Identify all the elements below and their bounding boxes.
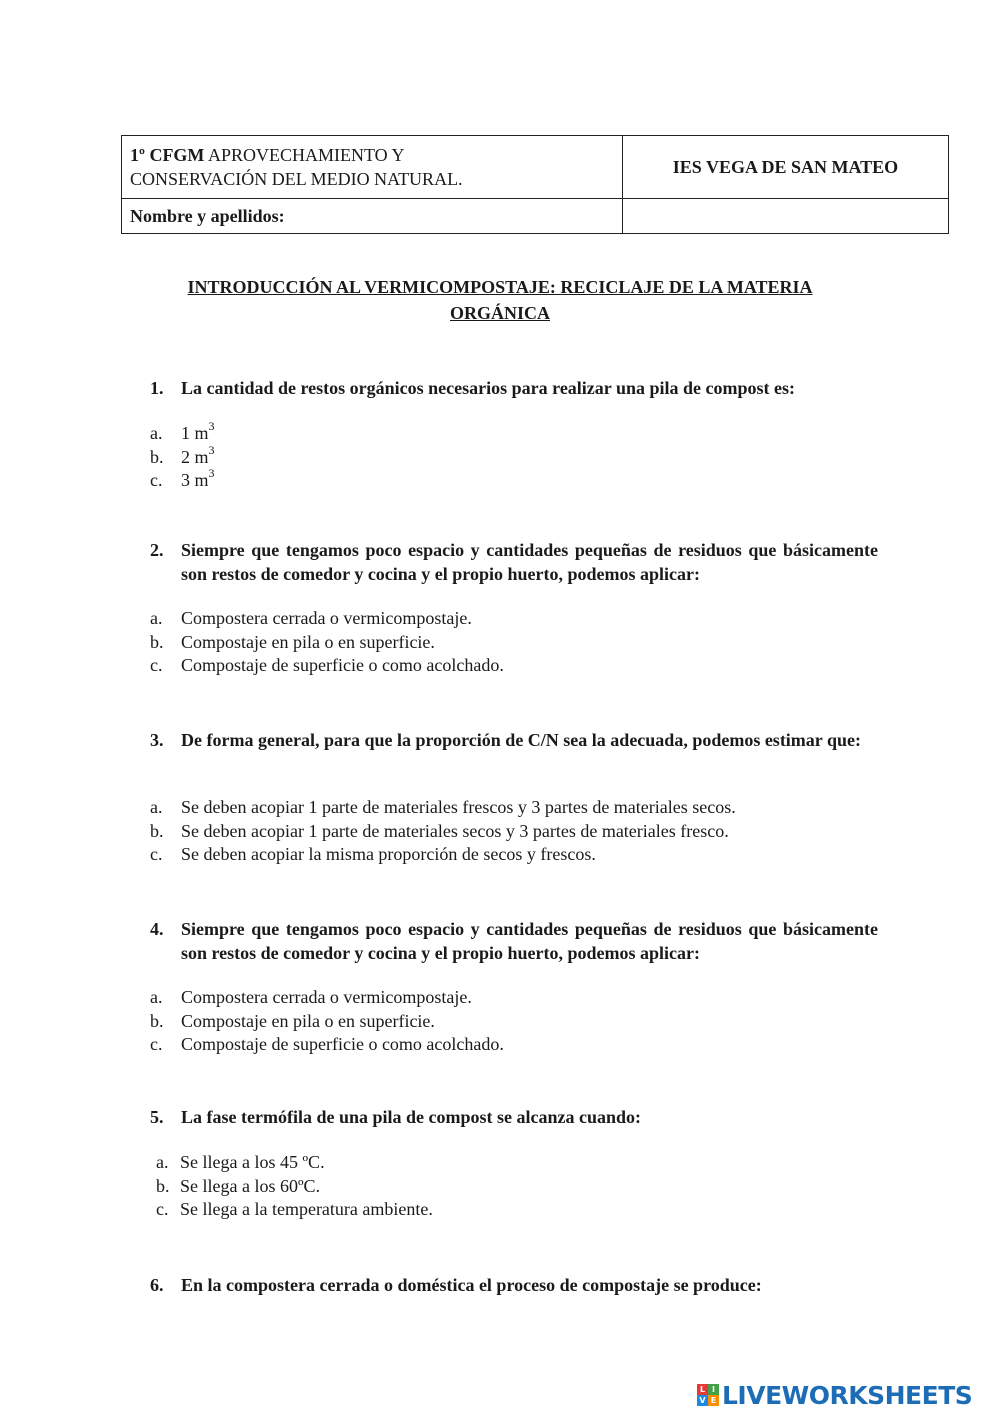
option-letter: a.	[150, 423, 163, 443]
question-1	[150, 376, 878, 400]
option-text: Se deben acopiar 1 parte de materiales frescos y 3 partes de materiales secos.	[181, 797, 736, 817]
course-cell	[122, 136, 623, 199]
option-b[interactable]	[150, 631, 878, 655]
question-number: 3.	[150, 730, 164, 750]
question-3	[150, 728, 878, 752]
page-title	[140, 274, 860, 326]
option-c[interactable]	[150, 654, 878, 678]
option-letter: a.	[150, 987, 163, 1007]
option-a[interactable]	[150, 796, 878, 820]
option-letter: a.	[150, 608, 163, 628]
name-label: Nombre y apellidos:	[122, 199, 623, 234]
option-a[interactable]	[150, 986, 878, 1010]
option-text: 3 m	[181, 470, 209, 490]
option-superscript: 3	[208, 442, 215, 457]
option-text: Compostaje en pila o en superficie.	[181, 1010, 435, 1031]
question-6	[150, 1273, 878, 1297]
option-c[interactable]	[150, 1033, 878, 1057]
course-bold: 1º CFGM	[130, 145, 205, 165]
liveworksheets-logo[interactable]	[697, 1380, 972, 1410]
question-1-options	[150, 419, 878, 493]
header-table	[121, 135, 949, 234]
question-text: Siempre que tengamos poco espacio y cantidades pequeñas de residuos que básicamente son restos de comedor y cocina y el propio huerto, podemos aplicar:	[181, 919, 878, 963]
option-letter: a.	[156, 1152, 169, 1172]
option-text: Compostaje en pila o en superficie.	[181, 631, 435, 652]
question-5-options	[150, 1151, 878, 1222]
option-c[interactable]	[150, 466, 878, 493]
option-letter: c.	[150, 844, 163, 864]
option-letter: c.	[150, 655, 163, 675]
logo-icon-cell: V	[697, 1395, 708, 1406]
option-text: Compostera cerrada o vermicompostaje.	[181, 608, 472, 628]
option-text: 1 m	[181, 423, 209, 443]
logo-icon-cell: I	[708, 1384, 719, 1395]
option-letter: b.	[150, 1010, 164, 1031]
question-3-options	[150, 796, 878, 867]
option-text: Se llega a los 60ºC.	[180, 1175, 321, 1196]
logo-icon-cell: L	[697, 1384, 708, 1395]
option-letter: b.	[150, 446, 164, 467]
question-5	[150, 1105, 878, 1129]
option-letter: a.	[150, 797, 163, 817]
option-b[interactable]	[150, 820, 878, 844]
option-a[interactable]	[150, 419, 878, 446]
question-4	[150, 917, 878, 965]
question-2-options	[150, 607, 878, 678]
question-number: 6.	[150, 1275, 164, 1295]
question-text: En la compostera cerrada o doméstica el proceso de compostaje se produce:	[181, 1275, 762, 1295]
course-line1: APROVECHAMIENTO Y	[207, 145, 405, 165]
option-b[interactable]	[150, 442, 878, 470]
option-superscript: 3	[208, 466, 215, 480]
question-number: 4.	[150, 919, 164, 939]
option-text: Se deben acopiar la misma proporción de secos y frescos.	[181, 844, 596, 864]
question-text: La fase termófila de una pila de compost se alcanza cuando:	[181, 1107, 641, 1127]
title-line-2: ORGÁNICA	[449, 303, 550, 323]
option-letter: c.	[150, 470, 163, 490]
logo-icon-cell: E	[708, 1395, 719, 1406]
liveworksheets-logo-text: LIVEWORKSHEETS	[722, 1380, 973, 1410]
option-text: 2 m	[181, 446, 209, 467]
option-superscript: 3	[208, 419, 215, 433]
course-line2: CONSERVACIÓN DEL MEDIO NATURAL.	[130, 169, 463, 189]
option-text: Se llega a la temperatura ambiente.	[180, 1199, 433, 1219]
option-letter: b.	[156, 1175, 170, 1196]
option-letter: b.	[150, 631, 164, 652]
option-text: Se deben acopiar 1 parte de materiales secos y 3 partes de materiales fresco.	[181, 820, 729, 841]
name-field[interactable]	[623, 199, 949, 234]
option-c[interactable]	[150, 1198, 878, 1222]
question-number: 1.	[150, 378, 164, 398]
option-b[interactable]	[150, 1175, 878, 1199]
option-text: Compostera cerrada o vermicompostaje.	[181, 987, 472, 1007]
option-text: Se llega a los 45 ºC.	[180, 1152, 325, 1172]
option-letter: b.	[150, 820, 164, 841]
option-text: Compostaje de superficie o como acolchado.	[181, 1034, 504, 1054]
option-letter: c.	[156, 1199, 169, 1219]
school-name: IES VEGA DE SAN MATEO	[623, 136, 949, 199]
title-line-1: INTRODUCCIÓN AL VERMICOMPOSTAJE: RECICLAJE DE LA MATERIA	[187, 277, 813, 297]
question-2	[150, 538, 878, 586]
question-4-options	[150, 986, 878, 1057]
option-text: Compostaje de superficie o como acolchado.	[181, 655, 504, 675]
option-c[interactable]	[150, 843, 878, 867]
question-number: 5.	[150, 1107, 164, 1127]
question-text: La cantidad de restos orgánicos necesarios para realizar una pila de compost es:	[181, 378, 795, 398]
question-number: 2.	[150, 540, 164, 560]
option-letter: c.	[150, 1034, 163, 1054]
question-text: De forma general, para que la proporción de C/N sea la adecuada, podemos estimar que:	[181, 730, 861, 750]
liveworksheets-logo-icon	[697, 1384, 719, 1406]
option-b[interactable]	[150, 1010, 878, 1034]
question-text: Siempre que tengamos poco espacio y cantidades pequeñas de residuos que básicamente son restos de comedor y cocina y el propio huerto, podemos aplicar:	[181, 540, 878, 584]
option-a[interactable]	[150, 607, 878, 631]
option-a[interactable]	[150, 1151, 878, 1175]
